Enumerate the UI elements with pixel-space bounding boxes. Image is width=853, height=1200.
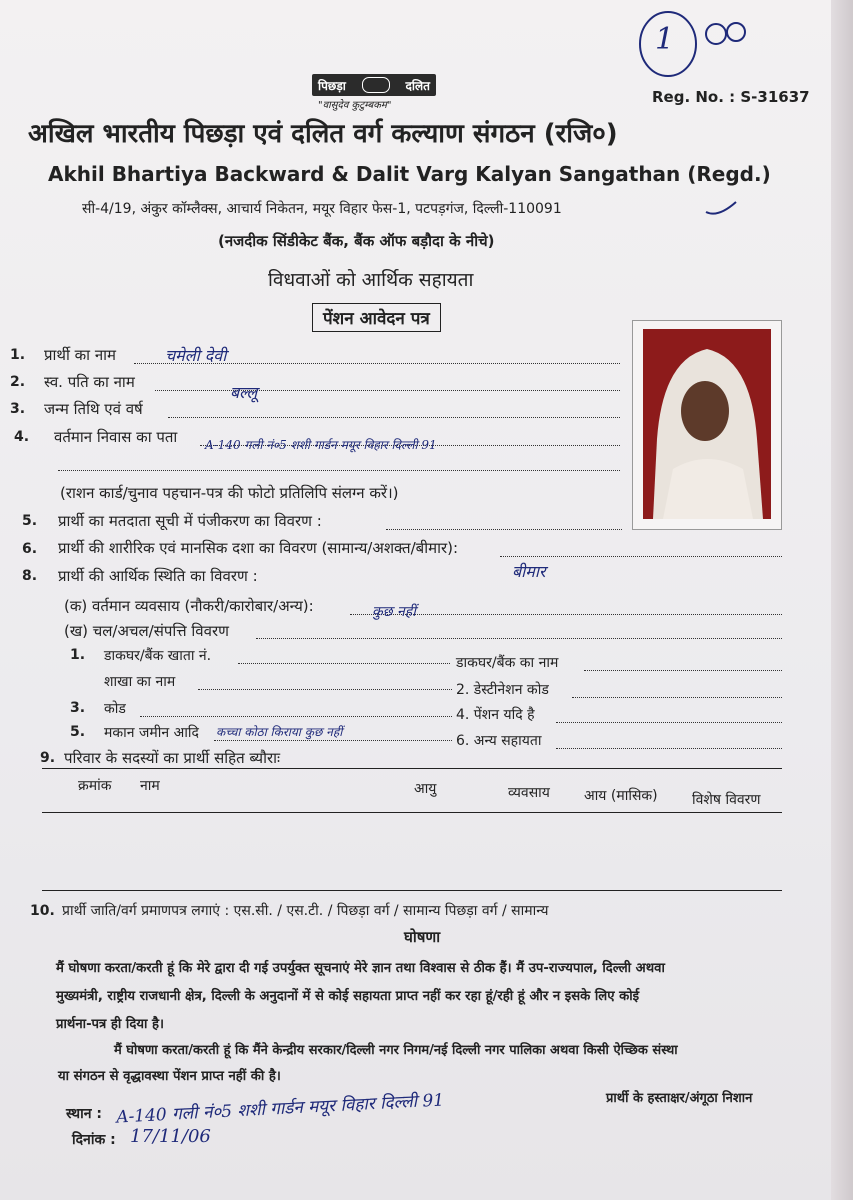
person-portrait-icon (643, 329, 771, 519)
field-3-label: जन्म तिथि एवं वर्ष (44, 400, 143, 418)
bank-name-line (584, 670, 782, 671)
paper-fold (831, 0, 853, 1200)
declaration-line-5: या संगठन से वृद्धावस्था पेंशन प्राप्त नहीं की है। (58, 1069, 281, 1084)
form-title: पेंशन आवेदन पत्र (312, 303, 441, 332)
logo-right-word: दलित (405, 78, 430, 93)
bank-name-label: डाकघर/बैंक का नाम (456, 655, 559, 671)
field-6-number: 6. (22, 541, 38, 557)
field-8a-label: (क) वर्तमान व्यवसाय (नौकरी/कारोबार/अन्य): (64, 597, 314, 615)
org-logo (312, 74, 436, 96)
bank-row-1-number: 1. (70, 647, 86, 663)
table-header-rule (42, 812, 782, 813)
col-serial: क्रमांक (78, 778, 112, 794)
field-8b-label: (ख) चल/अचल/संपत्ति विवरण (64, 622, 229, 640)
col-age: आयु (414, 781, 437, 797)
ration-card-note: (राशन कार्ड/चुनाव पहचान-पत्र की फोटो प्रतिलिपि संलग्न करें।) (60, 484, 399, 502)
date-value: 17/11/06 (130, 1126, 211, 1147)
field-4-label: वर्तमान निवास का पता (54, 428, 178, 446)
date-label: दिनांक : (72, 1132, 116, 1148)
bank-account-label: डाकघर/बैंक खाता नं. (104, 648, 212, 664)
field-9-label: परिवार के सदस्यों का प्रार्थी सहित ब्यौराः (64, 749, 281, 767)
code-line (140, 716, 452, 717)
field-4-number: 4. (14, 429, 30, 445)
declaration-heading: घोषणा (404, 928, 441, 946)
stamp-number: 1 (655, 22, 675, 57)
field-2-value: बल्लू (230, 383, 258, 402)
org-title-hindi: अखिल भारतीय पिछड़ा एवं दलित वर्ग कल्याण संगठन (रजि०) (28, 119, 618, 149)
property-label: मकान जमीन आदि (104, 725, 199, 741)
logo-motto: "वासुदेव कुटुम्बकम" (318, 100, 392, 111)
field-8-label: प्रार्थी की आर्थिक स्थिति का विवरण : (58, 567, 258, 585)
field-6-label: प्रार्थी की शारीरिक एवं मानसिक दशा का विवरण (सामान्य/अशक्त/बीमार): (58, 539, 459, 557)
bank-account-line (238, 663, 450, 664)
table-top-rule (42, 768, 782, 769)
branch-label: शाखा का नाम (104, 674, 176, 690)
applicant-photo (632, 320, 782, 530)
org-address: सी-4/19, अंकुर कॉम्लैक्स, आचार्य निकेतन, मयूर विहार फेस-1, पटपड़गंज, दिल्ली-110091 (82, 201, 562, 217)
col-occupation: व्यवसाय (508, 785, 550, 801)
branch-line (198, 689, 452, 690)
registration-number: Reg. No. : S-31637 (652, 88, 810, 106)
field-3-line (168, 417, 620, 418)
destination-code-line (572, 697, 782, 698)
org-landmark: (नजदीक सिंडीकेट बैंक, बैंक ऑफ बड़ौदा के नीचे) (218, 232, 495, 250)
logo-left-word: पिछड़ा (318, 78, 346, 93)
field-9-number: 9. (40, 750, 56, 766)
place-label: स्थान : (66, 1106, 102, 1122)
field-5-line (386, 529, 622, 530)
pension-line (556, 722, 782, 723)
col-income: आय (मासिक) (584, 788, 658, 804)
destination-code-label: 2. डेस्टीनेशन कोड (456, 682, 549, 698)
property-value: कच्चा कोठा किराया कुछ नहीं (216, 725, 343, 739)
field-2-number: 2. (10, 374, 26, 390)
declaration-line-4: मैं घोषणा करता/करती हूं कि मैंने केन्द्रीय सरकार/दिल्ली नगर निगम/नई दिल्ली नगर पालिका अथवा किसी ऐच्छिक संस्था (114, 1043, 678, 1058)
signature-label: प्रार्थी के हस्ताक्षर/अंगूठा निशान (606, 1091, 753, 1106)
org-title-english: Akhil Bhartiya Backward & Dalit Varg Kalyan Sangathan (Regd.) (48, 162, 771, 186)
field-1-label: प्रार्थी का नाम (44, 346, 117, 364)
place-value: A-140 गली नं०5 शशी गार्डन मयूर विहार दिल्ली 91 (115, 1090, 445, 1128)
field-8-number: 8. (22, 568, 38, 584)
col-remarks: विशेष विवरण (692, 792, 761, 808)
field-10-number: 10. (30, 903, 55, 919)
bank-row-5-number: 5. (70, 724, 86, 740)
declaration-line-1: मैं घोषणा करता/करती हूं कि मेरे द्वारा दी गई उपर्युक्त सूचनाएं मेरे ज्ञान तथा विश्वास से ठीक हैं। मैं उप-राज्यपाल, दिल्ली अथवा (56, 961, 665, 976)
field-1-value: चमेली देवी (165, 346, 227, 365)
field-6-line (500, 556, 782, 557)
other-help-label: 6. अन्य सहायता (456, 733, 542, 749)
field-8b-line (256, 638, 782, 639)
handshake-icon (362, 77, 390, 93)
table-bottom-rule (42, 890, 782, 891)
field-10-label: प्रार्थी जाति/वर्ग प्रमाणपत्र लगाएं : एस.सी. / एस.टी. / पिछड़ा वर्ग / सामान्य पिछड़ा वर्ग / सामान्य (62, 903, 549, 919)
field-5-number: 5. (22, 513, 38, 529)
property-line (214, 740, 452, 741)
field-2-line (155, 390, 620, 391)
field-4-line-2 (58, 470, 620, 471)
declaration-line-2: मुख्यमंत्री, राष्ट्रीय राजधानी क्षेत्र, दिल्ली के अनुदानों में से कोई सहायता प्राप्त नहीं कर रहा हूं/रही हूं और न इसके लिए कोई (56, 989, 640, 1004)
bank-row-3-number: 3. (70, 700, 86, 716)
other-help-line (556, 748, 782, 749)
col-name: नाम (140, 778, 160, 794)
tick-mark (704, 198, 738, 220)
pension-label: 4. पेंशन यदि है (456, 707, 535, 723)
field-1-number: 1. (10, 347, 26, 363)
field-8a-value: कुछ नहीं (372, 604, 416, 620)
field-4-value: A-140 गली नं०5 शशी गार्डन मयूर विहार दिल्ली 91 (205, 438, 437, 452)
field-5-label: प्रार्थी का मतदाता सूची में पंजीकरण का विवरण : (58, 512, 322, 530)
circled-number-stamp (618, 4, 748, 84)
code-label: कोड (104, 701, 126, 717)
field-2-label: स्व. पति का नाम (44, 373, 135, 391)
declaration-line-3: प्रार्थना-पत्र ही दिया है। (56, 1017, 164, 1032)
field-3-number: 3. (10, 401, 26, 417)
scheme-title: विधवाओं को आर्थिक सहायता (268, 269, 474, 291)
field-6-value: बीमार (512, 562, 546, 581)
